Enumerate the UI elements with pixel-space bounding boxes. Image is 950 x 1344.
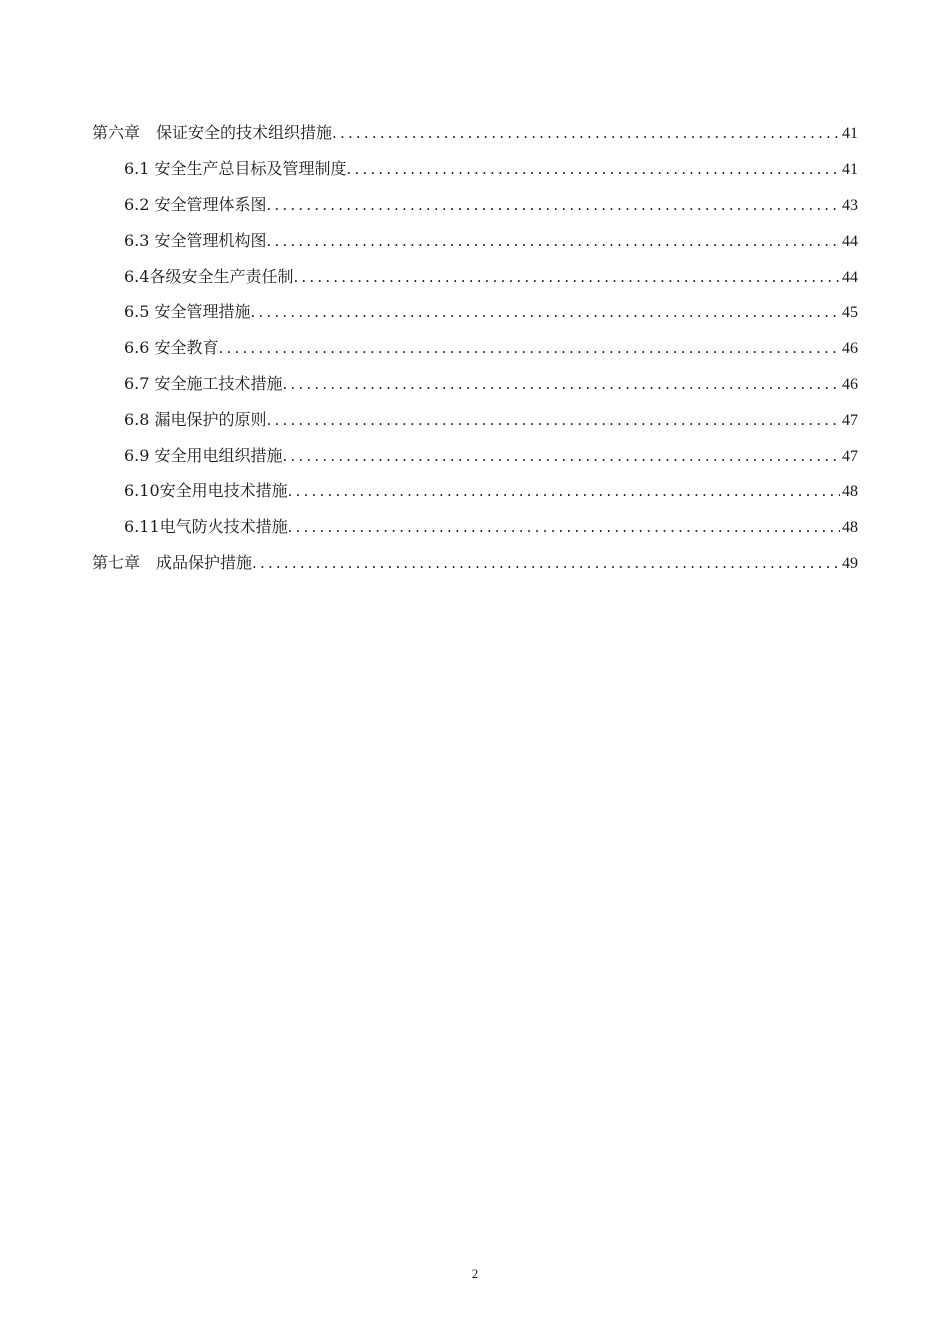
toc-entry-label: 6.3 安全管理机构图 bbox=[124, 230, 267, 250]
dot-leader bbox=[267, 198, 840, 213]
table-of-contents bbox=[0, 116, 950, 581]
dot-leader bbox=[252, 556, 840, 571]
toc-entry-page: 49 bbox=[842, 554, 858, 572]
page-number: 2 bbox=[471, 1266, 479, 1281]
toc-entry-page: 48 bbox=[842, 519, 858, 537]
toc-entry-page: 44 bbox=[842, 268, 858, 286]
toc-entry-label: 6.1 安全生产总目标及管理制度 bbox=[124, 159, 347, 179]
toc-entry-chapter-7[interactable] bbox=[0, 546, 950, 582]
toc-entry-label: 6.11电气防火技术措施 bbox=[124, 517, 288, 537]
dot-leader bbox=[347, 162, 840, 177]
dot-leader bbox=[332, 126, 840, 141]
toc-entry-6-3[interactable] bbox=[0, 223, 950, 259]
toc-entry-chapter-6[interactable] bbox=[0, 116, 950, 152]
toc-entry-label: 6.8 漏电保护的原则 bbox=[124, 409, 267, 429]
toc-entry-label: 6.6 安全教育 bbox=[124, 338, 219, 358]
toc-entry-label: 6.5 安全管理措施 bbox=[124, 302, 251, 322]
dot-leader bbox=[288, 484, 840, 499]
toc-entry-6-8[interactable] bbox=[0, 402, 950, 438]
toc-entry-6-11[interactable] bbox=[0, 510, 950, 546]
toc-entry-page: 41 bbox=[842, 125, 858, 143]
toc-entry-page: 47 bbox=[842, 447, 858, 465]
toc-entry-page: 44 bbox=[842, 232, 858, 250]
dot-leader bbox=[219, 341, 840, 356]
toc-entry-page: 48 bbox=[842, 483, 858, 501]
dot-leader bbox=[267, 413, 840, 428]
toc-entry-page: 45 bbox=[842, 304, 858, 322]
dot-leader bbox=[293, 270, 840, 285]
dot-leader bbox=[283, 449, 840, 464]
toc-entry-6-5[interactable] bbox=[0, 295, 950, 331]
toc-entry-page: 46 bbox=[842, 375, 858, 393]
toc-entry-6-10[interactable] bbox=[0, 474, 950, 510]
toc-entry-6-7[interactable] bbox=[0, 367, 950, 403]
toc-entry-label: 6.9 安全用电组织措施 bbox=[124, 445, 283, 465]
toc-entry-page: 47 bbox=[842, 411, 858, 429]
toc-entry-page: 46 bbox=[842, 340, 858, 358]
dot-leader bbox=[288, 520, 840, 535]
toc-entry-6-6[interactable] bbox=[0, 331, 950, 367]
toc-entry-label: 6.4各级安全生产责任制 bbox=[124, 266, 294, 286]
toc-entry-page: 41 bbox=[842, 161, 858, 179]
toc-entry-label: 第六章 保证安全的技术组织措施 bbox=[92, 123, 333, 143]
toc-entry-label: 6.10安全用电技术措施 bbox=[124, 481, 288, 501]
toc-entry-page: 43 bbox=[842, 196, 858, 214]
dot-leader bbox=[283, 377, 840, 392]
toc-entry-6-9[interactable] bbox=[0, 438, 950, 474]
toc-entry-label: 6.2 安全管理体系图 bbox=[124, 194, 267, 214]
toc-entry-6-4[interactable] bbox=[0, 259, 950, 295]
toc-entry-6-2[interactable] bbox=[0, 188, 950, 224]
toc-entry-label: 第七章 成品保护措施 bbox=[92, 552, 253, 572]
dot-leader bbox=[251, 305, 840, 320]
toc-entry-6-1[interactable] bbox=[0, 152, 950, 188]
dot-leader bbox=[267, 234, 840, 249]
toc-entry-label: 6.7 安全施工技术措施 bbox=[124, 373, 283, 393]
